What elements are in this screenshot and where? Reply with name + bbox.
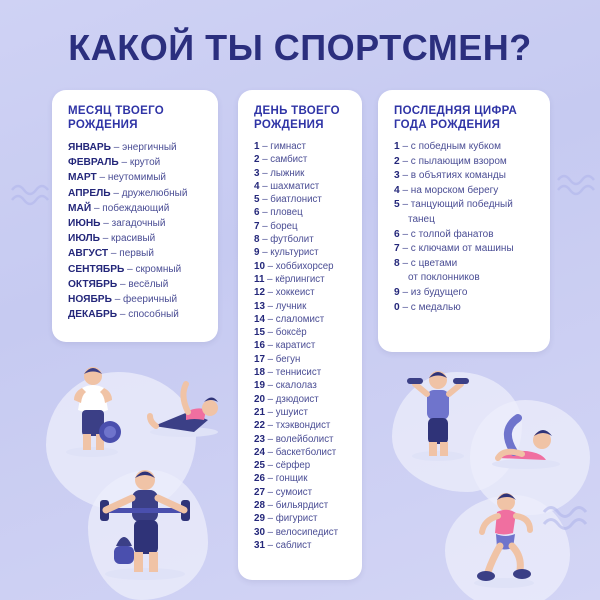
month-item (68, 292, 206, 307)
illustration-athlete-side-plank (140, 368, 226, 438)
day-item-value: пловец (270, 207, 303, 219)
day-item-key: 31 (254, 539, 265, 551)
day-item (254, 313, 350, 326)
month-item-value: дружелюбный (121, 187, 188, 199)
digit-item-value: из будущего (410, 286, 468, 298)
month-item-dash: – (111, 142, 123, 153)
digit-item-dash: – (399, 257, 411, 269)
month-item-dash: – (111, 294, 124, 306)
illustration-athlete-flexing (58, 358, 128, 458)
digit-item-value: с ключами от машины (410, 243, 514, 255)
digit-item (394, 184, 538, 199)
card-months (52, 90, 218, 342)
day-item-key: 19 (254, 380, 265, 392)
day-item (254, 499, 350, 512)
digit-item-dash: – (399, 155, 411, 167)
digit-item-dash: – (399, 141, 411, 152)
day-item-key: 1 (254, 141, 260, 152)
day-item (254, 433, 350, 446)
page-title: КАКОЙ ТЫ СПОРТСМЕН? (68, 27, 532, 68)
day-item-value: кёрлингист (275, 273, 325, 285)
day-item (254, 393, 350, 406)
day-item-dash: – (264, 420, 276, 432)
day-item (254, 486, 350, 499)
month-item-key: ДЕКАБРЬ (68, 309, 118, 321)
day-item (254, 286, 350, 299)
day-item-value: дзюдоист (275, 393, 319, 405)
month-item-dash: – (117, 309, 129, 321)
day-item-dash: – (264, 273, 276, 285)
day-item (254, 193, 350, 206)
day-item (254, 526, 350, 539)
day-item-dash: – (264, 367, 276, 379)
month-item-dash: – (110, 187, 122, 199)
day-item (254, 140, 350, 153)
day-item (254, 273, 350, 286)
wave-decoration-icon (10, 180, 50, 210)
day-item-value: хоккеист (275, 287, 315, 299)
month-item-value: красивый (111, 233, 156, 245)
day-item-dash: – (259, 154, 271, 166)
day-item-key: 11 (254, 273, 265, 285)
month-item-dash: – (91, 202, 103, 214)
day-item-key: 27 (254, 486, 265, 498)
day-item-dash: – (264, 300, 276, 312)
digit-item-dash: – (399, 243, 411, 255)
day-item-value: гонщик (275, 473, 308, 485)
digit-item-dash: – (399, 170, 411, 182)
day-item-key: 9 (254, 247, 260, 259)
day-item-value: скалолаз (275, 380, 317, 392)
day-item-key: 13 (254, 300, 265, 312)
day-item (254, 167, 350, 180)
month-item-value: первый (119, 248, 154, 260)
day-item-dash: – (259, 247, 271, 259)
month-item-dash: – (108, 248, 120, 260)
day-item (254, 419, 350, 432)
day-item (254, 206, 350, 219)
month-item-dash: – (124, 263, 136, 275)
month-item-key: НОЯБРЬ (68, 294, 112, 306)
day-item-key: 6 (254, 207, 260, 219)
day-item-value: борец (270, 220, 298, 232)
day-item (254, 379, 350, 392)
month-item-value: способный (128, 309, 179, 321)
digit-item-key: 9 (394, 286, 400, 298)
digit-item-value: танцующий победный (410, 199, 513, 211)
day-item-dash: – (259, 180, 271, 192)
digit-item-key: 4 (394, 184, 400, 196)
card-digits (378, 90, 550, 352)
day-item-key: 4 (254, 180, 260, 192)
day-item-dash: – (264, 287, 276, 299)
day-item-dash: – (259, 234, 271, 246)
month-item-key: ИЮЛЬ (68, 233, 100, 245)
month-item (68, 216, 206, 231)
month-item (68, 277, 206, 292)
months-list (68, 140, 206, 322)
day-item-key: 29 (254, 513, 265, 525)
day-item-value: культурист (270, 247, 319, 259)
day-item-dash: – (264, 446, 276, 458)
day-item (254, 180, 350, 193)
day-item (254, 326, 350, 339)
digit-item-value: с толпой фанатов (410, 228, 494, 240)
month-item (68, 307, 206, 322)
day-item-value: гимнаст (270, 141, 306, 152)
day-item-dash: – (264, 260, 276, 272)
day-item-key: 15 (254, 327, 265, 339)
digit-item-dash: – (399, 184, 411, 196)
illustration-weightlifter (90, 460, 200, 580)
days-list (254, 140, 350, 552)
day-item-dash: – (259, 167, 271, 179)
digit-item (394, 198, 538, 227)
day-item-key: 3 (254, 167, 260, 179)
digit-item (394, 301, 538, 316)
month-item-value: побеждающий (102, 202, 170, 214)
digit-item-value: с победным кубком (410, 141, 501, 152)
month-item-key: МАЙ (68, 202, 92, 214)
month-item (68, 170, 206, 185)
day-item (254, 339, 350, 352)
digit-item (394, 242, 538, 257)
day-item (254, 539, 350, 552)
day-item-dash: – (264, 327, 276, 339)
digit-item-value: с медалью (410, 301, 461, 313)
day-item-dash: – (264, 460, 276, 472)
card-days-title: ДЕНЬ ТВОЕГО РОЖДЕНИЯ (254, 105, 340, 131)
digit-item (394, 169, 538, 184)
month-item-value: крутой (129, 157, 161, 169)
day-item-value: ушуист (275, 406, 308, 418)
month-item (68, 246, 206, 261)
day-item-value: лыжник (270, 167, 305, 179)
day-item-key: 28 (254, 500, 265, 512)
illustration-dumbbell-athlete (402, 362, 474, 462)
month-item (68, 231, 206, 246)
day-item-key: 22 (254, 420, 265, 432)
day-item-value: волейболист (275, 433, 334, 445)
month-item-key: ОКТЯБРЬ (68, 278, 118, 290)
day-item-dash: – (264, 340, 276, 352)
day-item-value: бегун (275, 353, 301, 365)
day-item-dash: – (264, 486, 276, 498)
day-item-value: тхэквондист (275, 420, 331, 432)
month-item-key: ФЕВРАЛЬ (68, 157, 119, 169)
day-item-value: теннисист (275, 367, 322, 379)
month-item-dash: – (100, 218, 112, 230)
day-item-key: 17 (254, 353, 265, 365)
day-item (254, 153, 350, 166)
digit-item (394, 155, 538, 170)
digit-item-key: 6 (394, 228, 400, 240)
day-item-dash: – (264, 313, 276, 325)
day-item-key: 5 (254, 194, 260, 206)
month-item-key: МАРТ (68, 172, 97, 184)
month-item-key: ИЮНЬ (68, 218, 101, 230)
month-item-value: энергичный (122, 142, 177, 153)
month-item-key: АПРЕЛЬ (68, 187, 111, 199)
month-item-value: загадочный (111, 218, 166, 230)
day-item (254, 512, 350, 525)
month-item (68, 186, 206, 201)
day-item-value: каратист (275, 340, 316, 352)
month-item-key: АВГУСТ (68, 248, 109, 260)
day-item-dash: – (264, 526, 276, 538)
day-item-value: хоббихорсер (275, 260, 334, 272)
day-item-key: 7 (254, 220, 260, 232)
day-item-key: 12 (254, 287, 265, 299)
day-item-dash: – (264, 500, 276, 512)
digit-item (394, 140, 538, 155)
month-item-value: скромный (135, 263, 182, 275)
month-item-value: весёлый (128, 278, 169, 290)
day-item-value: слаломист (275, 313, 325, 325)
day-item-dash: – (264, 513, 276, 525)
day-item (254, 446, 350, 459)
day-item-value: сумоист (275, 486, 313, 498)
day-item-value: велосипедист (275, 526, 339, 538)
day-item-value: футболит (270, 234, 314, 246)
day-item (254, 300, 350, 313)
day-item-dash: – (259, 141, 271, 152)
day-item-dash: – (259, 207, 271, 219)
digit-item-key: 2 (394, 155, 400, 167)
month-item-dash: – (118, 157, 130, 169)
day-item-value: саблист (275, 539, 312, 551)
digit-item-value: в объятиях команды (410, 170, 506, 182)
day-item-value: фигурист (275, 513, 318, 525)
digit-item-dash: – (399, 286, 411, 298)
day-item-value: самбист (270, 154, 308, 166)
day-item-dash: – (264, 380, 276, 392)
day-item-key: 14 (254, 313, 265, 325)
month-item (68, 155, 206, 170)
day-item (254, 366, 350, 379)
digit-item-dash: – (399, 228, 411, 240)
day-item-key: 23 (254, 433, 265, 445)
day-item-dash: – (264, 353, 276, 365)
day-item-value: боксёр (275, 327, 307, 339)
day-item-value: сёрфер (275, 460, 311, 472)
month-item (68, 140, 206, 155)
month-item-dash: – (96, 172, 108, 184)
day-item-key: 25 (254, 460, 265, 472)
day-item (254, 472, 350, 485)
digit-item-key: 5 (394, 199, 400, 211)
illustration-runner (460, 484, 546, 588)
day-item-dash: – (264, 433, 276, 445)
digit-item (394, 228, 538, 243)
digit-item-key: 8 (394, 257, 400, 269)
day-item (254, 220, 350, 233)
day-item (254, 459, 350, 472)
day-item-dash: – (264, 539, 276, 551)
day-item-value: шахматист (270, 180, 320, 192)
digit-item-key: 7 (394, 243, 400, 255)
day-item-key: 16 (254, 340, 265, 352)
digit-item-value: с пылающим взором (410, 155, 507, 167)
day-item (254, 353, 350, 366)
digit-item (394, 257, 538, 286)
day-item (254, 406, 350, 419)
digit-item (394, 286, 538, 301)
digit-item-value-cont: танец (408, 213, 435, 225)
day-item (254, 246, 350, 259)
digit-item-value-cont: от поклонников (408, 272, 480, 284)
day-item-dash: – (259, 194, 271, 206)
digit-item-dash: – (399, 301, 411, 313)
illustration-stretching-athlete (478, 392, 568, 472)
digit-item-key: 1 (394, 141, 400, 152)
wave-decoration-icon (556, 170, 596, 200)
digit-item-value: с цветами (410, 257, 458, 269)
wave-decoration-icon (542, 500, 588, 534)
month-item-value: неутомимый (107, 172, 166, 184)
day-item-value: лучник (275, 300, 307, 312)
day-item-key: 18 (254, 367, 265, 379)
month-item-key: ЯНВАРЬ (68, 142, 112, 153)
day-item-key: 10 (254, 260, 265, 272)
digits-list (394, 140, 538, 315)
month-item-value: фееричный (123, 294, 178, 306)
card-months-title: МЕСЯЦ ТВОЕГО РОЖДЕНИЯ (68, 105, 164, 131)
day-item-value: баскетболист (275, 446, 337, 458)
digit-item-dash: – (399, 199, 411, 211)
day-item-dash: – (264, 393, 276, 405)
month-item-key: СЕНТЯБРЬ (68, 263, 125, 275)
card-days (238, 90, 362, 580)
month-item-dash: – (99, 233, 112, 245)
day-item-key: 26 (254, 473, 265, 485)
card-digits-title: ПОСЛЕДНЯЯ ЦИФРА ГОДА РОЖДЕНИЯ (394, 105, 518, 131)
digit-item-key: 3 (394, 170, 400, 182)
day-item-value: бильярдист (275, 500, 329, 512)
month-item (68, 262, 206, 277)
digit-item-value: на морском берегу (410, 184, 499, 196)
day-item-key: 8 (254, 234, 260, 246)
day-item (254, 260, 350, 273)
day-item-key: 21 (254, 406, 265, 418)
month-item-dash: – (117, 278, 129, 290)
day-item-dash: – (264, 473, 276, 485)
day-item (254, 233, 350, 246)
day-item-dash: – (259, 220, 271, 232)
day-item-dash: – (264, 406, 276, 418)
day-item-key: 30 (254, 526, 265, 538)
day-item-key: 24 (254, 446, 265, 458)
day-item-value: биатлонист (270, 194, 322, 206)
day-item-key: 2 (254, 154, 260, 166)
month-item (68, 201, 206, 216)
day-item-key: 20 (254, 393, 265, 405)
digit-item-key: 0 (394, 301, 400, 313)
